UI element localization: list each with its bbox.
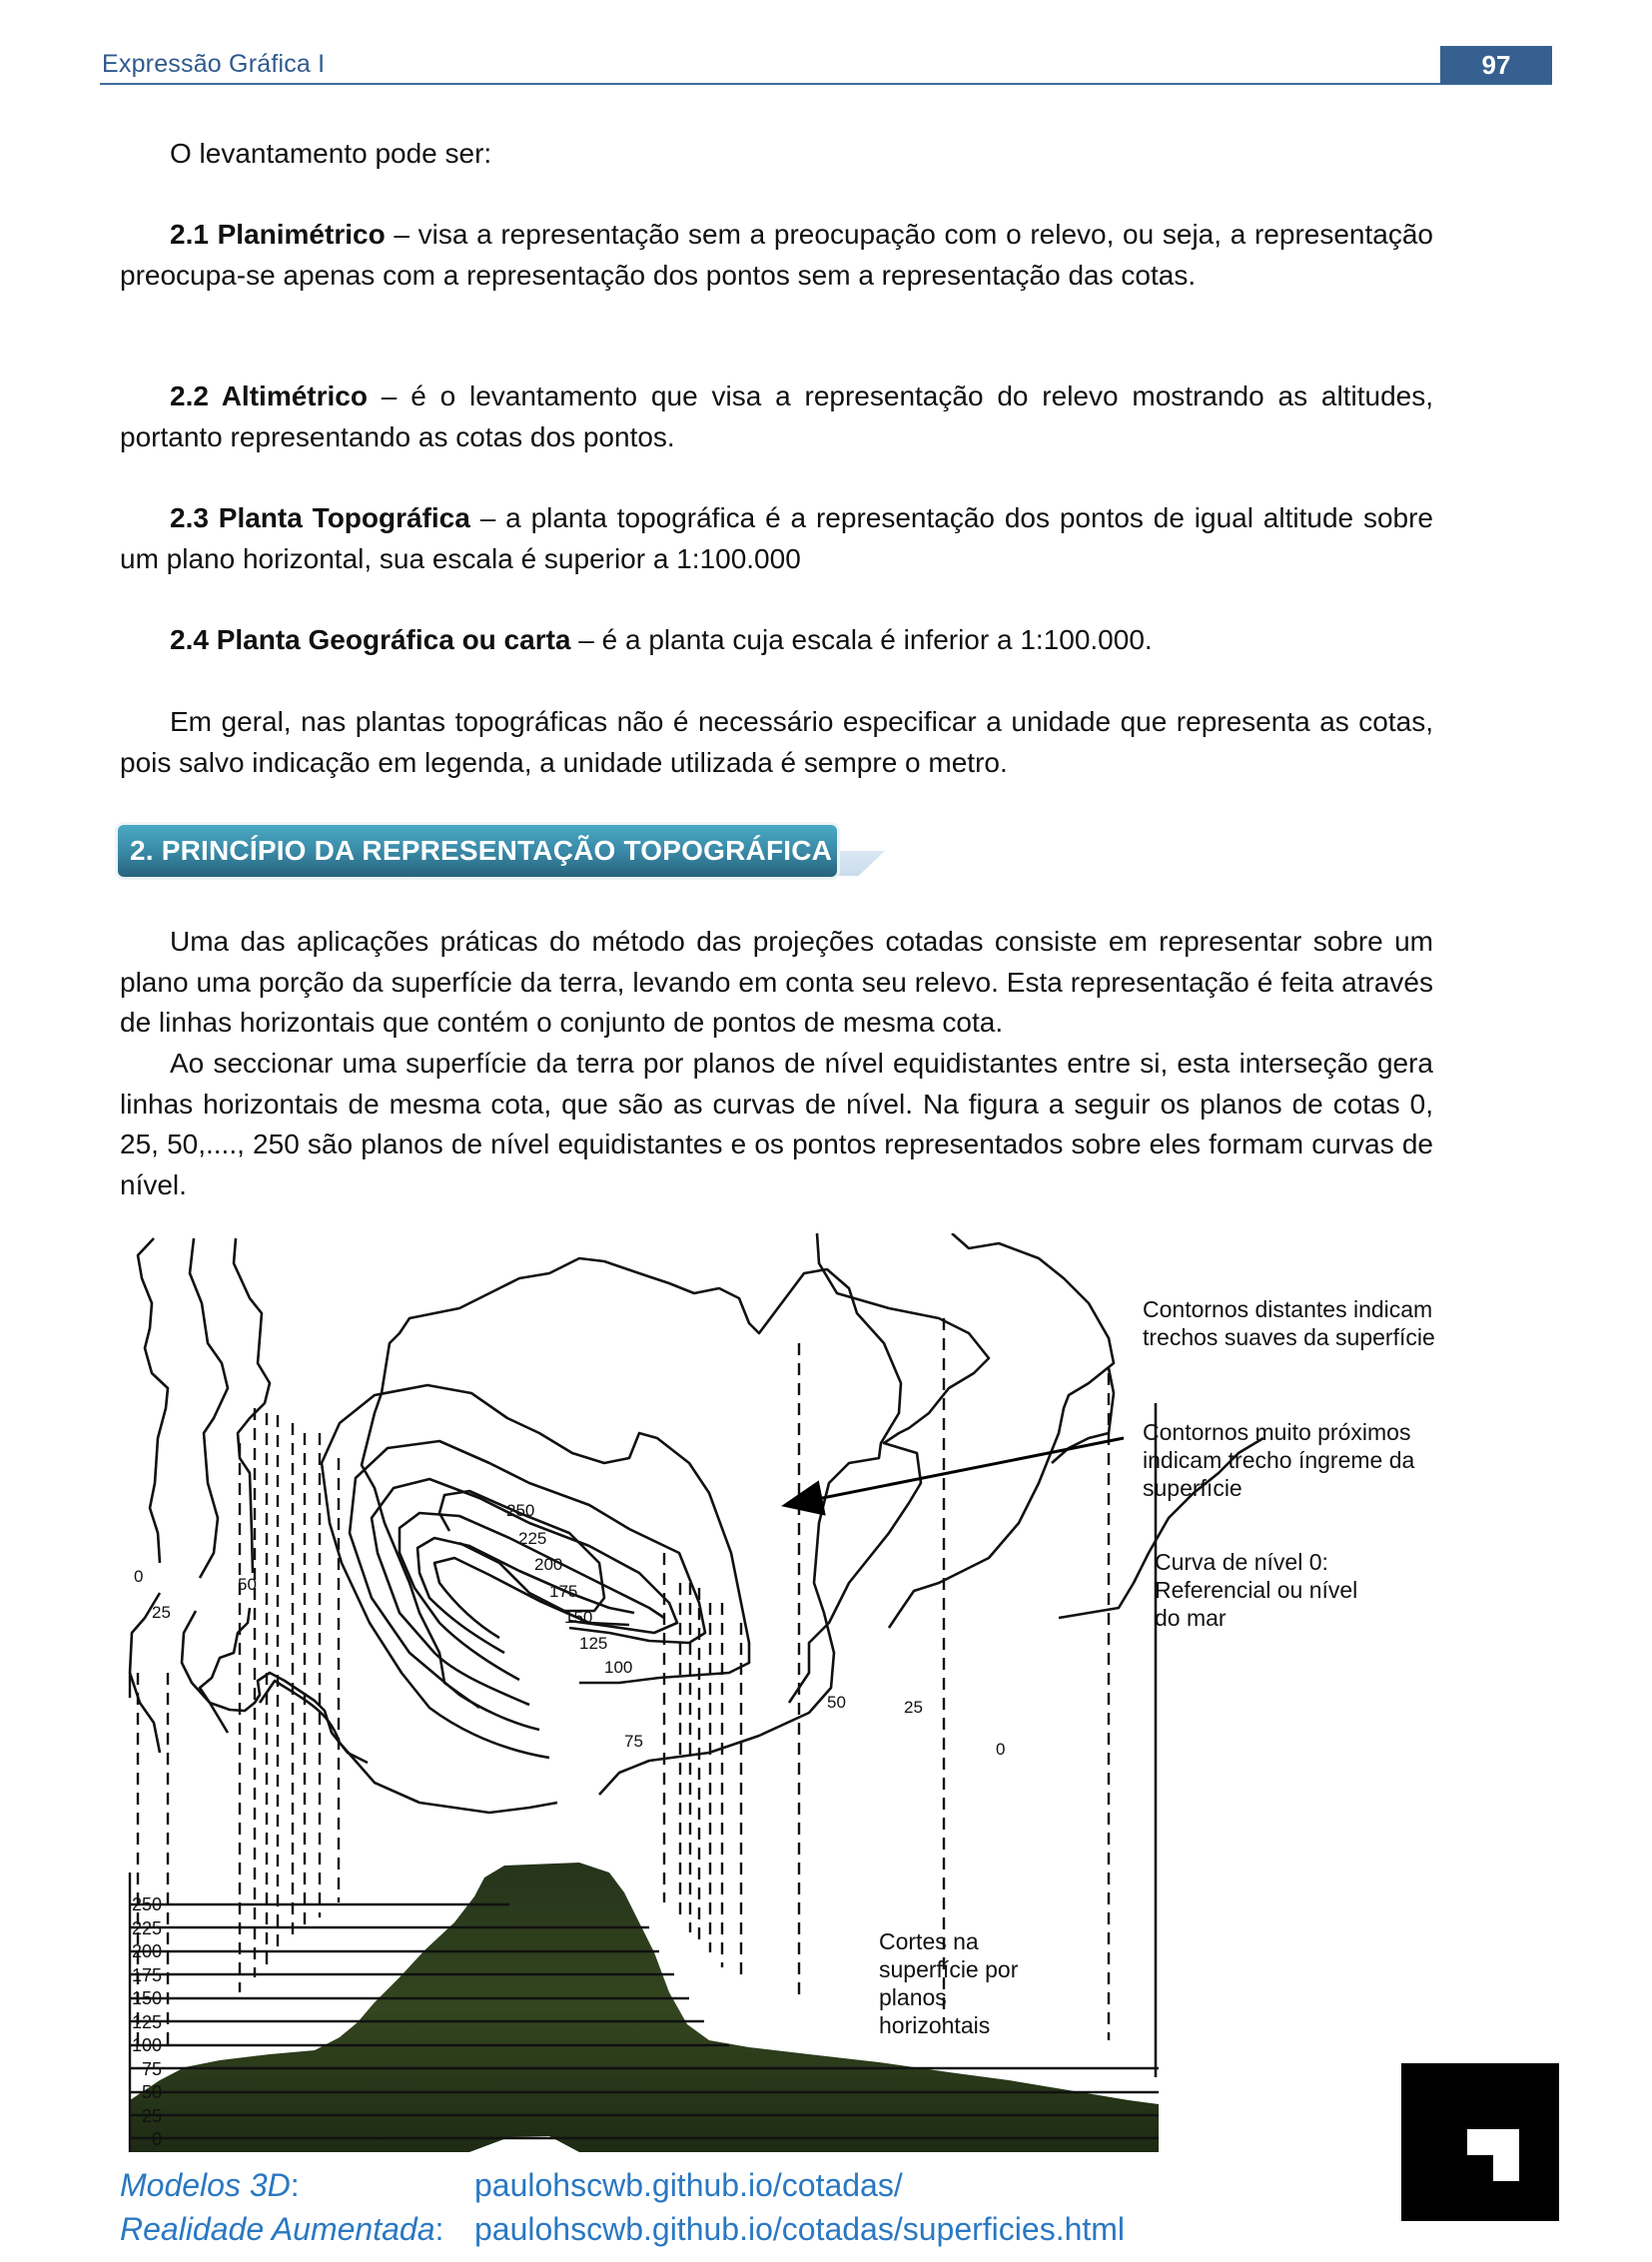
contour-figure xyxy=(110,1233,1508,2152)
svg-text:150: 150 xyxy=(131,1988,162,2008)
svg-text:225: 225 xyxy=(131,1918,162,1938)
item-text: – visa a representação sem a preocupação com o relevo, ou seja, a representação preocupa-se apenas com a representação dos pontos sem a representação das cotas. xyxy=(120,219,1433,291)
models-label: Modelos 3D xyxy=(120,2167,291,2203)
svg-text:100: 100 xyxy=(131,2035,162,2055)
note-text: Em geral, nas plantas topográficas não é necessário especificar a unidade que representa as cotas, pois salvo indicação em legenda, a unidade utilizada é sempre o metro. xyxy=(120,706,1433,778)
item-planta-geografica xyxy=(120,620,1433,661)
label-175: 175 xyxy=(549,1582,578,1601)
ar-link[interactable]: paulohscwb.github.io/cotadas/superficies.html xyxy=(474,2211,1126,2247)
section-paragraph-2 xyxy=(120,1044,1433,1205)
label-225: 225 xyxy=(518,1529,547,1548)
contour-diagram xyxy=(110,1233,1508,2152)
label-50-left: 50 xyxy=(238,1575,257,1594)
item-text: – é a planta cuja escala é inferior a 1:100.000. xyxy=(570,624,1153,655)
label-0-left: 0 xyxy=(134,1567,144,1586)
item-text: – a planta topográfica é a representação dos pontos de igual altitude sobre um plano horizontal, sua escala é superior a 1:100.000 xyxy=(120,502,1433,574)
svg-text:200: 200 xyxy=(131,1941,162,1961)
models-link[interactable]: paulohscwb.github.io/cotadas/ xyxy=(474,2167,903,2203)
footer-models-row: Modelos 3D: xyxy=(120,2167,300,2203)
contour-labels xyxy=(132,1501,1005,1759)
label-100: 100 xyxy=(604,1658,633,1677)
label-0-right: 0 xyxy=(996,1740,1006,1759)
annotation-steep-slope: Contornos muito próximos indicam trecho íngreme da superfície xyxy=(1143,1419,1415,1501)
item-label: 2.2 Altimétrico xyxy=(170,380,368,411)
svg-text:175: 175 xyxy=(131,1965,162,1985)
label-250: 250 xyxy=(506,1501,535,1520)
item-planta-topografica xyxy=(120,498,1433,579)
label-25-right: 25 xyxy=(904,1698,923,1717)
section-paragraph-1 xyxy=(120,922,1433,1044)
item-text: – é o levantamento que visa a representação do relevo mostrando as altitudes, portanto representando as cotas dos pontos. xyxy=(120,380,1433,452)
contour-lines xyxy=(130,1238,901,1813)
label-200: 200 xyxy=(534,1555,563,1574)
section-text: Ao seccionar uma superfície da terra por planos de nível equidistantes entre si, esta interseção gera linhas horizontais de mesma cota, que são as curvas de nível. Na figura a seguir os planos de cotas 0, 25, 50,...., 250 são planos de nível equidistantes e os pontos representados sobre eles formam curvas de nível. xyxy=(120,1048,1433,1200)
item-label: 2.1 Planimétrico xyxy=(170,219,386,250)
svg-text:25: 25 xyxy=(141,2106,162,2126)
ar-marker xyxy=(1401,2063,1559,2221)
svg-text:75: 75 xyxy=(141,2059,162,2079)
label-75: 75 xyxy=(624,1732,643,1751)
ar-marker-glyph-icon xyxy=(1467,2129,1519,2181)
svg-text:0: 0 xyxy=(151,2129,162,2149)
intro-paragraph xyxy=(120,134,1433,175)
running-header-title: Expressão Gráfica I xyxy=(102,50,326,78)
label-25-left: 25 xyxy=(152,1603,171,1622)
annotation-zero-level: Curva de nível 0: Referencial ou nível do mar xyxy=(1155,1549,1358,1631)
item-altimetrico xyxy=(120,377,1433,457)
intro-text: O levantamento pode ser: xyxy=(170,138,492,169)
label-50-right: 50 xyxy=(827,1693,846,1712)
annotation-horizontal-cuts: Cortes na superfície por planos horizontais xyxy=(879,1928,1019,2038)
annotation-gentle-slope: Contornos distantes indicam trechos suaves da superfície xyxy=(1143,1296,1435,1350)
label-150: 150 xyxy=(564,1608,593,1627)
annotation-arrow xyxy=(787,1438,1124,1505)
item-label: 2.3 Planta Topográfica xyxy=(170,502,470,533)
item-planimetrico xyxy=(120,215,1433,296)
note-paragraph xyxy=(120,702,1433,783)
svg-text:50: 50 xyxy=(141,2082,162,2102)
header-rule xyxy=(100,83,1552,85)
section-heading: 2. PRINCÍPIO DA REPRESENTAÇÃO TOPOGRÁFICA xyxy=(118,825,837,877)
page-number: 97 xyxy=(1440,46,1552,84)
svg-text:250: 250 xyxy=(131,1894,162,1914)
section-text: Uma das aplicações práticas do método das projeções cotadas consiste em representar sobre um plano uma porção da superfície da terra, levando em conta seu relevo. Esta representação é feita através de linhas horizontais que contém o conjunto de pontos de mesma cota. xyxy=(120,926,1433,1038)
label-125: 125 xyxy=(579,1634,608,1653)
ar-label: Realidade Aumentada xyxy=(120,2211,435,2247)
svg-text:125: 125 xyxy=(131,2012,162,2032)
footer-ar-row: Realidade Aumentada: xyxy=(120,2211,444,2247)
item-label: 2.4 Planta Geográfica ou carta xyxy=(170,624,571,655)
